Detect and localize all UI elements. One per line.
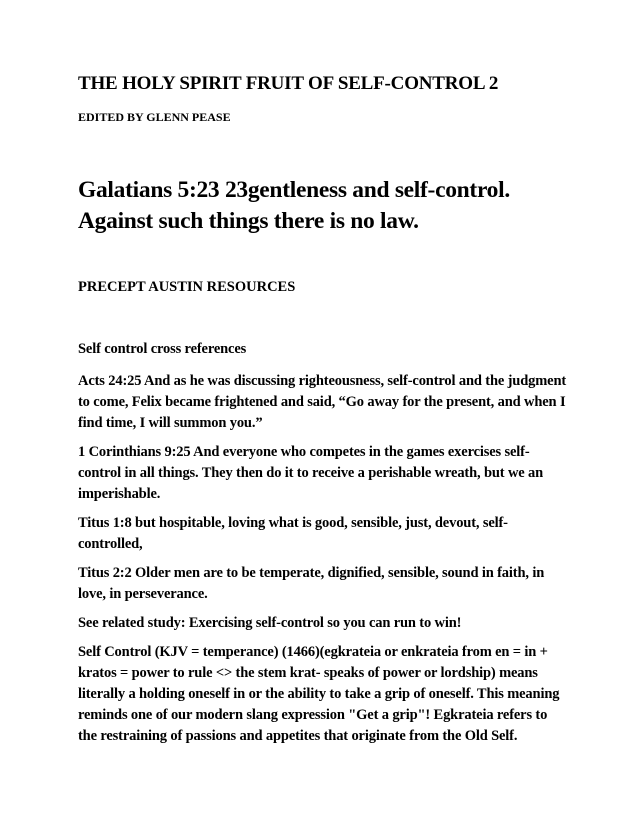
paragraph-self-control-definition: Self Control (KJV = temperance) (1466)(egkrateia or enkrateia from en = in + kratos = power to rule <> the stem krat- speaks of power or lordship) means literally a holding oneself in or the ability to take a grip of oneself. This meaning reminds one of our modern slang expression "Get a grip"! Egkrateia refers to the restraining of passions and appetites that originate from the Old Self. xyxy=(78,644,560,744)
document-title: THE HOLY SPIRIT FRUIT OF SELF-CONTROL 2 xyxy=(78,73,499,94)
paragraph-related-study: See related study: Exercising self-control so you can run to win! xyxy=(78,615,462,631)
paragraph-titus-2-2: Titus 2:2 Older men are to be temperate, dignified, sensible, sound in faith, in love, in perseverance. xyxy=(78,565,545,602)
paragraph-acts-24-25: Acts 24:25 And as he was discussing righteousness, self-control and the judgment to come, Felix became frightened and said, “Go away for the present, and when I find time, I will summon you.” xyxy=(78,373,567,431)
resources-heading: PRECEPT AUSTIN RESOURCES xyxy=(78,279,296,295)
verse-text: Galatians 5:23 23gentleness and self-control. Against such things there is no law. xyxy=(78,177,510,234)
paragraph-1-corinthians-9-25: 1 Corinthians 9:25 And everyone who competes in the games exercises self-control in all things. They then do it to receive a perishable wreath, but we an imperishable. xyxy=(78,444,544,502)
editor-credit: EDITED BY GLENN PEASE xyxy=(78,110,231,124)
cross-references-heading: Self control cross references xyxy=(78,341,247,357)
paragraph-titus-1-8: Titus 1:8 but hospitable, loving what is good, sensible, just, devout, self-controlled, xyxy=(78,515,508,552)
document-body xyxy=(78,339,568,755)
